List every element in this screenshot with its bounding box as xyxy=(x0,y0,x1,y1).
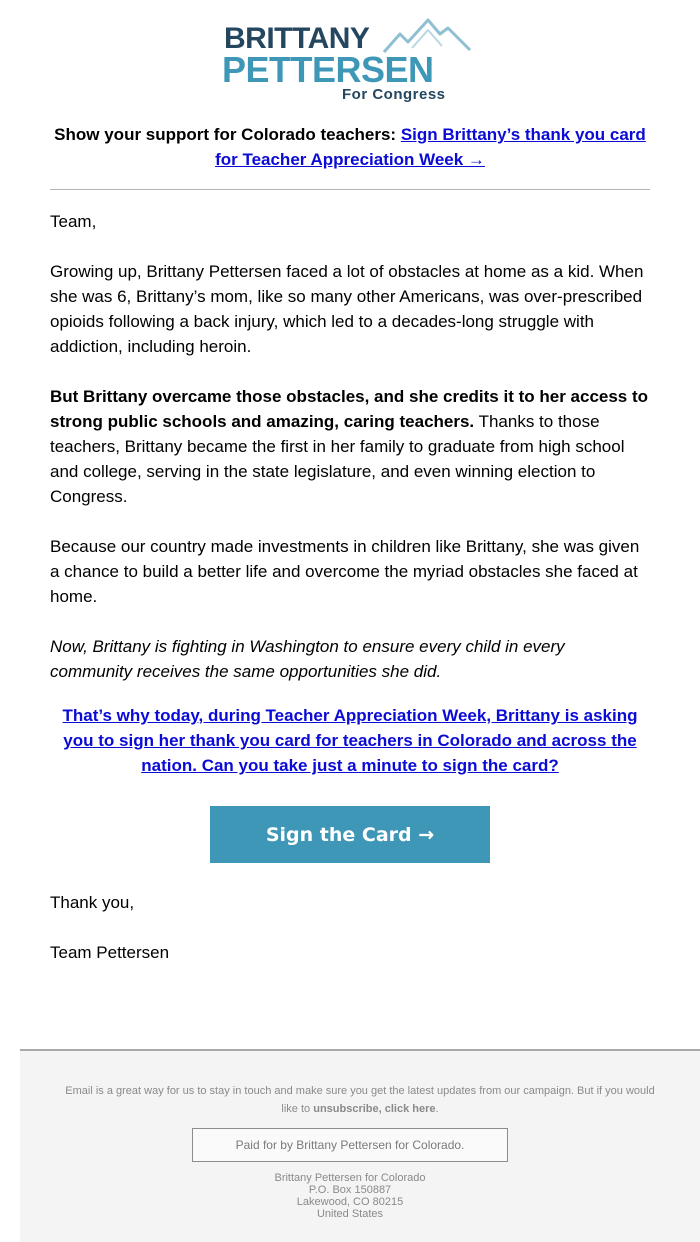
address-line: Lakewood, CO 80215 xyxy=(296,1196,404,1208)
closing: Thank you, xyxy=(50,893,135,912)
address-line: P.O. Box 150887 xyxy=(308,1184,392,1196)
paragraph-teachers xyxy=(50,384,650,509)
sign-card-button[interactable]: Sign the Card → xyxy=(210,806,490,863)
paragraph-growing-up: Growing up, Brittany Pettersen faced a lot of obstacles at home as a kid. When she was 6, Brittany’s mom, like so many other Americans, was over-prescribed opioids following a back injury, which led to a decades-long struggle with addiction, including heroin. xyxy=(50,262,644,356)
intro-banner xyxy=(50,122,650,172)
signature: Team Pettersen xyxy=(50,943,170,962)
divider xyxy=(50,189,650,190)
footer-note-prefix: Email is a great way for us to stay in touch and make sure you get the latest updates from our campaign. But if you would like to xyxy=(65,1085,655,1115)
footer-note-suffix: . xyxy=(435,1103,439,1115)
logo-last-name: PETTERSEN xyxy=(222,49,434,90)
sign-card-intro-link[interactable]: Sign Brittany’s thank you card for Teacher Appreciation Week → xyxy=(215,125,646,169)
cta-text-link-wrap xyxy=(50,703,650,778)
paragraph-teachers-rest: Thanks to those teachers, Brittany became the first in her family to graduate from high school and college, serving in the state legislature, and even winning election to Congress. xyxy=(50,412,625,506)
sign-card-text-link[interactable]: That’s why today, during Teacher Appreciation Week, Brittany is asking you to sign her thank you card for teachers in Colorado and across the nation. Can you take just a minute to sign the card? xyxy=(62,706,638,775)
paragraph-washington: Now, Brittany is fighting in Washington to ensure every child in every community receives the same opportunities she did. xyxy=(50,637,565,681)
logo-tagline: For Congress xyxy=(342,86,446,103)
footer-address xyxy=(40,1172,660,1220)
paragraph-teachers-bold: But Brittany overcame those obstacles, and she credits it to her access to strong public schools and amazing, caring teachers. xyxy=(50,387,649,431)
footer-note xyxy=(60,1082,660,1118)
greeting: Team, xyxy=(50,212,97,231)
address-line: United States xyxy=(316,1208,384,1220)
unsubscribe-link[interactable]: unsubscribe, click here xyxy=(313,1103,436,1115)
footer xyxy=(20,1049,700,1242)
logo-first-name: BRITTANY xyxy=(224,22,370,55)
paragraph-investments: Because our country made investments in children like Brittany, she was given a chance to build a better life and overcome the myriad obstacles she faced at home. xyxy=(50,537,640,606)
address-line: Brittany Pettersen for Colorado xyxy=(274,1172,426,1184)
paid-for-disclaimer: Paid for by Brittany Pettersen for Colorado. xyxy=(192,1128,508,1162)
intro-text: Show your support for Colorado teachers: xyxy=(54,125,397,144)
campaign-logo xyxy=(222,18,482,106)
